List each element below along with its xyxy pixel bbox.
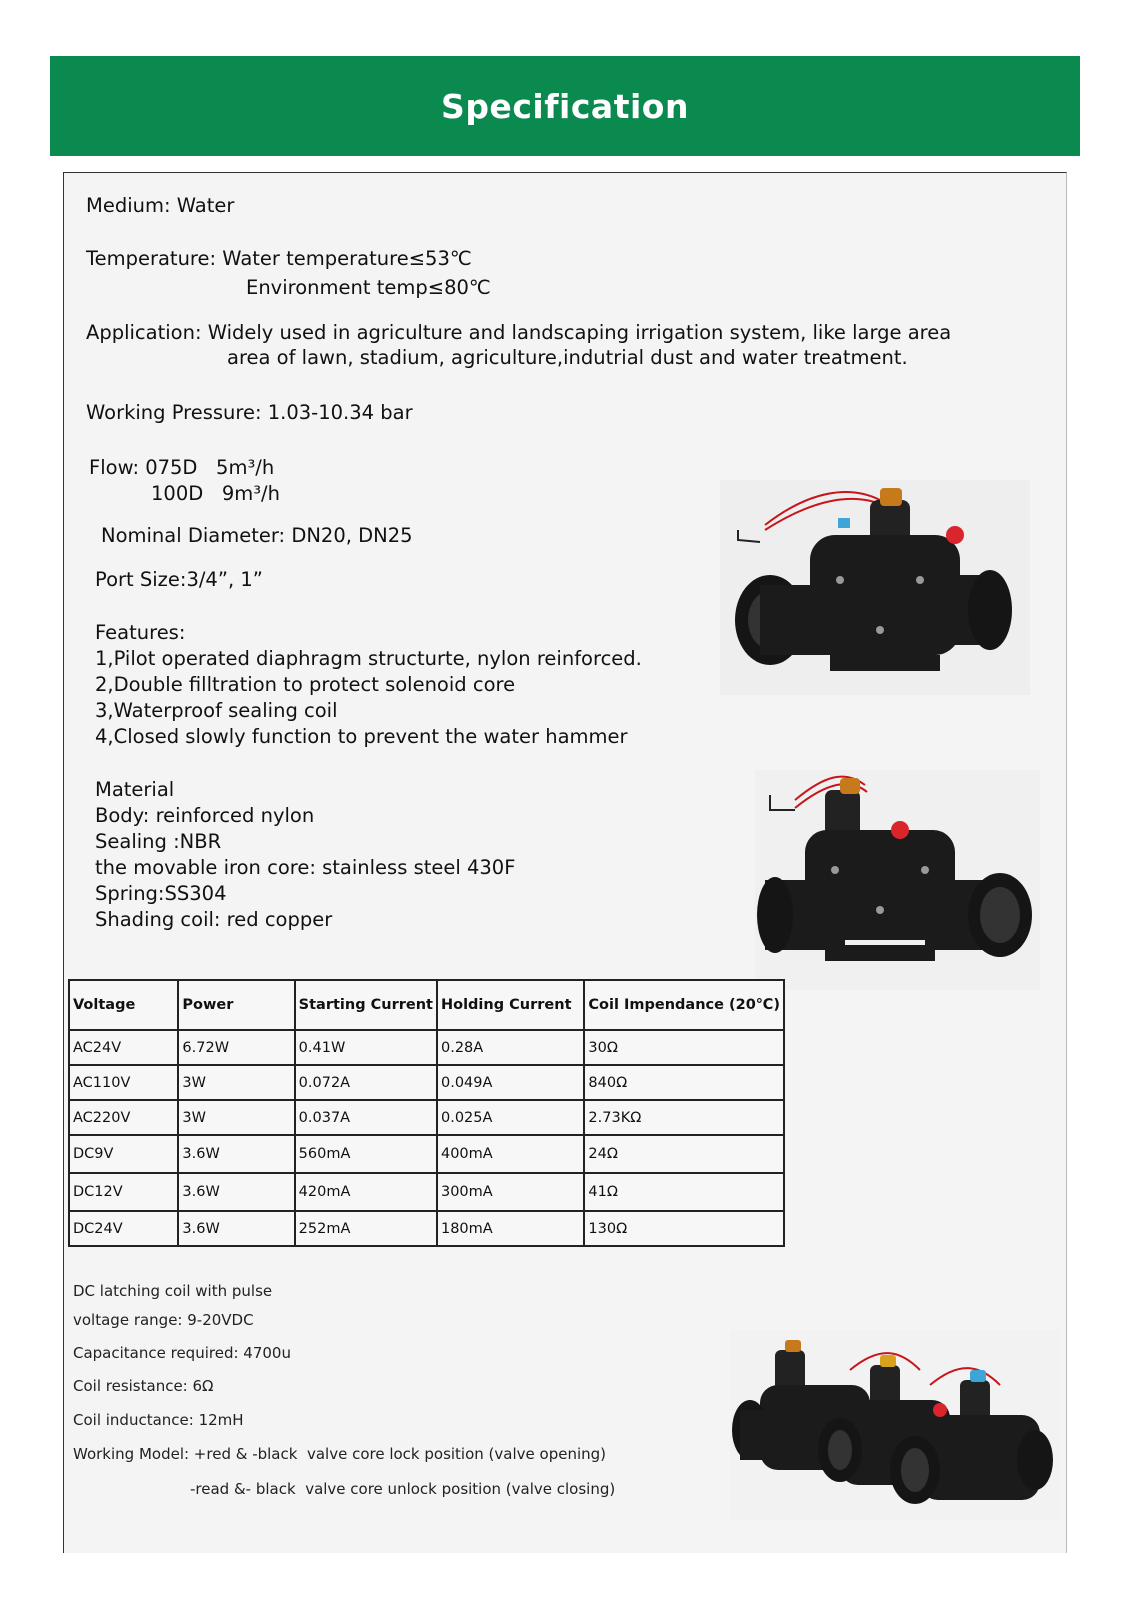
solenoid-valve-icon xyxy=(755,770,1040,990)
solenoid-valve-group-icon xyxy=(730,1330,1060,1520)
dc-note: Coil inductance: 12mH xyxy=(73,1411,244,1429)
table-row xyxy=(69,1135,784,1173)
column-header: Voltage xyxy=(69,980,178,1030)
port-size-text: Port Size:3/4”, 1” xyxy=(95,568,263,591)
table-cell: 3.6W xyxy=(178,1135,294,1173)
dc-note: Working Model: +red & -black valve core lock position (valve opening) xyxy=(73,1445,606,1463)
table-cell: 400mA xyxy=(437,1135,584,1173)
nominal-diameter-text: Nominal Diameter: DN20, DN25 xyxy=(101,524,413,547)
table-cell: DC9V xyxy=(69,1135,178,1173)
table-cell: 41Ω xyxy=(584,1173,784,1211)
table-header-row xyxy=(69,980,784,1030)
solenoid-valve-icon xyxy=(720,480,1030,695)
table-cell: 30Ω xyxy=(584,1030,784,1065)
spec-header-banner xyxy=(50,56,1080,156)
dc-note: DC latching coil with pulse xyxy=(73,1282,273,1300)
table-row xyxy=(69,1030,784,1065)
table-cell: AC220V xyxy=(69,1100,178,1135)
table-cell: 0.41W xyxy=(295,1030,437,1065)
table-cell: 3.6W xyxy=(178,1173,294,1211)
column-header: Holding Current xyxy=(437,980,584,1030)
table-cell: 130Ω xyxy=(584,1211,784,1246)
feature-item: 2,Double filltration to protect solenoid core xyxy=(95,673,516,696)
dc-note: -read &- black valve core unlock position (valve closing) xyxy=(190,1480,616,1498)
working-pressure-text: Working Pressure: 1.03-10.34 bar xyxy=(86,401,413,424)
table-cell: DC24V xyxy=(69,1211,178,1246)
table-cell: 420mA xyxy=(295,1173,437,1211)
column-header: Coil Impendance (20℃) xyxy=(584,980,784,1030)
table-cell: 180mA xyxy=(437,1211,584,1246)
table-cell: 560mA xyxy=(295,1135,437,1173)
table-cell: 0.28A xyxy=(437,1030,584,1065)
table-cell: 6.72W xyxy=(178,1030,294,1065)
table-cell: 300mA xyxy=(437,1173,584,1211)
table-cell: 2.73KΩ xyxy=(584,1100,784,1135)
column-header: Power xyxy=(178,980,294,1030)
table-cell: 0.072A xyxy=(295,1065,437,1100)
column-header: Starting Current xyxy=(295,980,437,1030)
table-cell: 0.037A xyxy=(295,1100,437,1135)
material-item: the movable iron core: stainless steel 430F xyxy=(95,856,516,879)
feature-item: 1,Pilot operated diaphragm structurte, nylon reinforced. xyxy=(95,647,642,670)
table-row xyxy=(69,1065,784,1100)
material-item: Shading coil: red copper xyxy=(95,908,333,931)
material-item: Spring:SS304 xyxy=(95,882,227,905)
feature-item: 4,Closed slowly function to prevent the water hammer xyxy=(95,725,628,748)
flow-text-cont: 100D 9m³/h xyxy=(151,482,280,505)
table-cell: 3W xyxy=(178,1065,294,1100)
table-row xyxy=(69,1100,784,1135)
material-heading: Material xyxy=(95,778,175,801)
electrical-spec-table xyxy=(68,979,785,1247)
temperature-text: Temperature: Water temperature≤53℃ xyxy=(86,247,472,270)
dc-note: Coil resistance: 6Ω xyxy=(73,1377,214,1395)
table-cell: DC12V xyxy=(69,1173,178,1211)
application-text: Application: Widely used in agriculture and landscaping irrigation system, like large area xyxy=(86,321,952,344)
table-row xyxy=(69,1211,784,1246)
table-cell: 3.6W xyxy=(178,1211,294,1246)
table-cell: AC24V xyxy=(69,1030,178,1065)
table-row xyxy=(69,1173,784,1211)
material-item: Sealing :NBR xyxy=(95,830,222,853)
application-text-cont: area of lawn, stadium, agriculture,indutrial dust and water treatment. xyxy=(227,346,908,369)
table-cell: 0.049A xyxy=(437,1065,584,1100)
page-title: Specification xyxy=(441,86,689,126)
table-cell: 24Ω xyxy=(584,1135,784,1173)
features-heading: Features: xyxy=(95,621,186,644)
feature-item: 3,Waterproof sealing coil xyxy=(95,699,338,722)
table-cell: AC110V xyxy=(69,1065,178,1100)
table-cell: 3W xyxy=(178,1100,294,1135)
table-cell: 252mA xyxy=(295,1211,437,1246)
table-cell: 0.025A xyxy=(437,1100,584,1135)
dc-note: Capacitance required: 4700u xyxy=(73,1344,291,1362)
environment-temp-text: Environment temp≤80℃ xyxy=(246,276,491,299)
flow-text: Flow: 075D 5m³/h xyxy=(89,456,275,479)
dc-note: voltage range: 9-20VDC xyxy=(73,1311,254,1329)
material-item: Body: reinforced nylon xyxy=(95,804,315,827)
medium-text: Medium: Water xyxy=(86,194,235,217)
table-cell: 840Ω xyxy=(584,1065,784,1100)
